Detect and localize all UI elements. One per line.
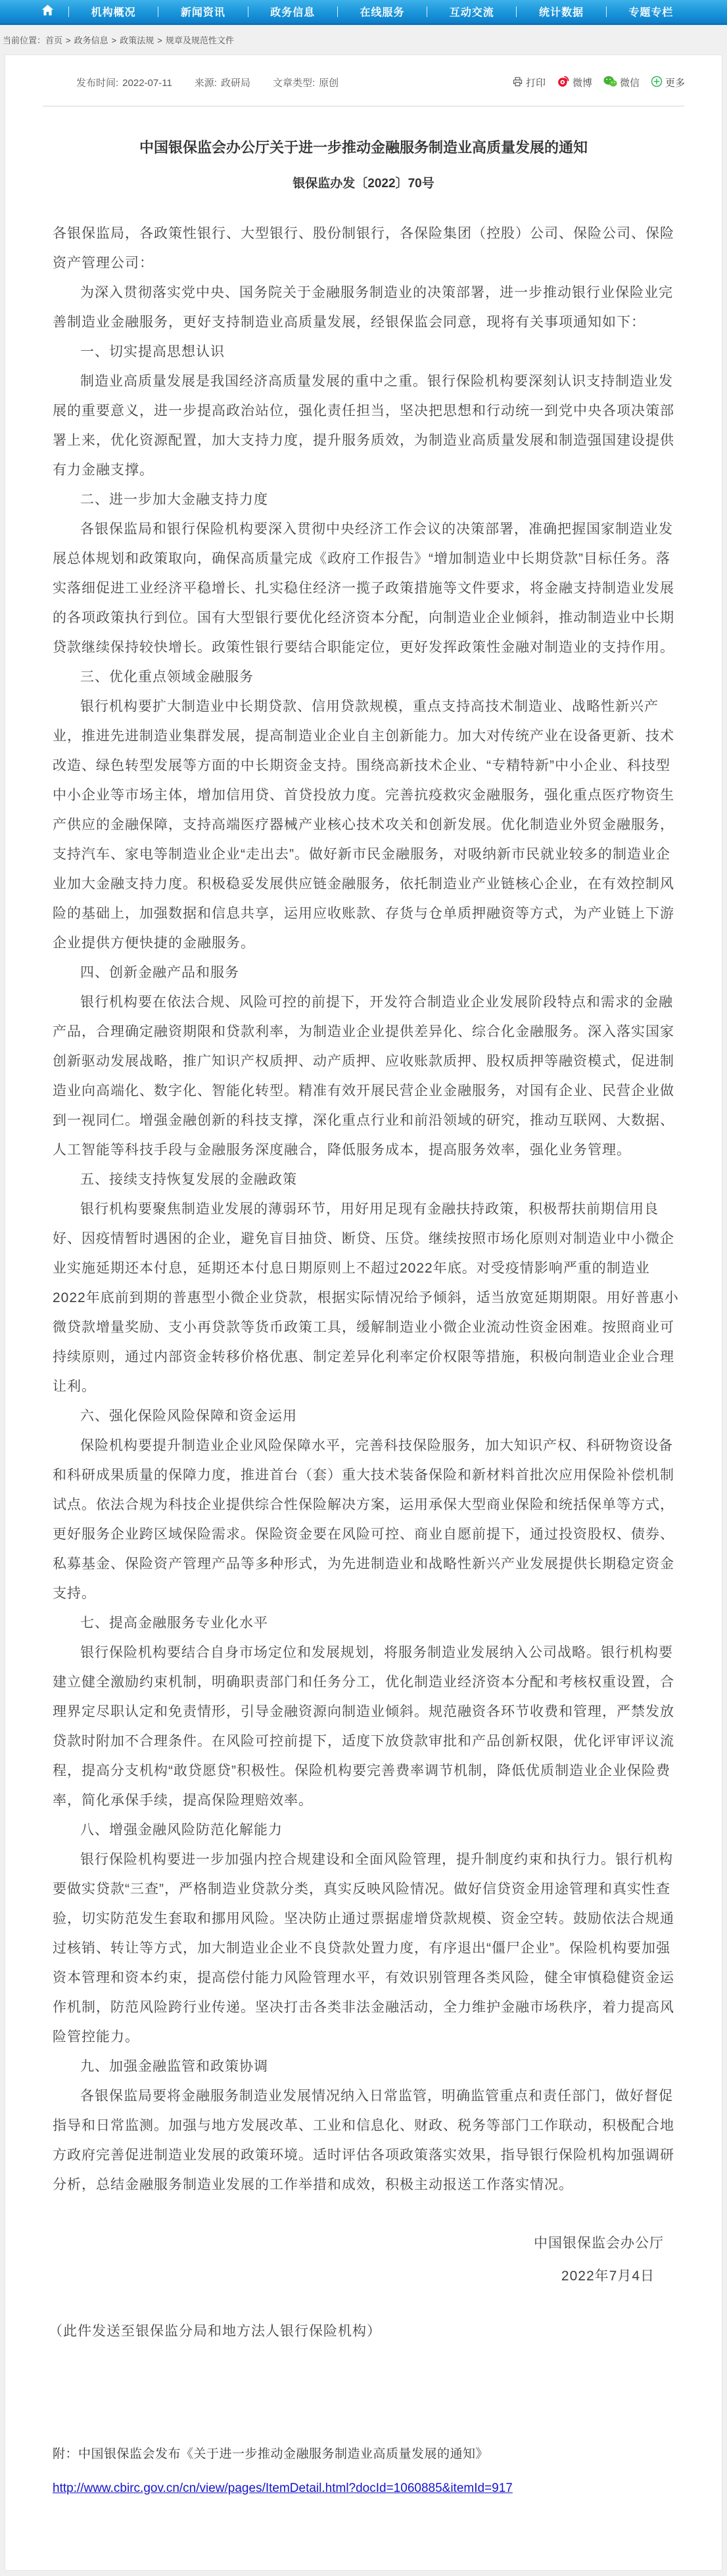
section-paragraph-9: 各银保监局要将金融服务制造业发展情况纳入日常监管，明确监管重点和责任部门，做好督促指导和日常监测。加强与地方发展改革、工业和信息化、财政、税务等部门工作联动，积极配合地方政府完善促进制造业发展的政策环境。适时评估各项政策落实效果，指导银行保险机构加强调研分析，总结金融服务制造业发展的工作举措和成效，积极主动报送工作落实情况。 (53, 2089, 674, 2192)
section-paragraph-5: 银行机构要聚焦制造业发展的薄弱环节，用好用足现有金融扶持政策，积极帮扶前期信用良好、因疫情暂时遇困的企业，避免盲目抽贷、断贷、压贷。继续按照市场化原则对制造业中小微企业实施延期还本付息，延期还本付息日期原则上不超过2022年底。对受疫情影响严重的制造业2022年底前到期的普惠型小微企业贷款，根据实际情况给予倾斜，适当放宽延期期限。用好普惠小微贷款增量奖励、支小再贷款等货币政策工具，缓解制造业小微企业流动性资金困难。按照商业可持续原则，通过内部资金转移价格优惠、制定差异化利率定价权限等措施，积极向制造业企业合理让利。 (53, 1202, 679, 1394)
source (195, 76, 250, 89)
section-heading-2: 二、进一步加大金融支持力度 (80, 492, 268, 507)
breadcrumb-label: 当前位置： (3, 35, 46, 45)
article-type-value: 原创 (319, 78, 339, 89)
section-heading-7: 七、提高金融服务专业化水平 (80, 1616, 268, 1631)
more-plus-icon (651, 76, 663, 90)
top-navigation (0, 0, 727, 25)
content-card (5, 55, 722, 2571)
signature-org: 中国银保监会办公厅 (534, 2236, 664, 2251)
document-body (53, 219, 680, 2200)
weibo-icon (557, 75, 570, 90)
section-heading-5: 五、接续支持恢复发展的金融政策 (80, 1172, 297, 1187)
article-type-label: 文章类型: (272, 78, 316, 89)
nav-item-2[interactable]: 新闻资讯 (180, 7, 225, 18)
publish-time-value: 2022-07-11 (122, 78, 172, 89)
section-paragraph-1: 制造业高质量发展是我国经济高质量发展的重中之重。银行保险机构要深刻认识支持制造业发展的重要意义，进一步提高政治站位，强化责任担当，坚决把思想和行动统一到党中央各项决策部署上来，优化资源配置，加大支持力度，提升服务质效，为制造业高质量发展和制造强国建设提供有力金融支撑。 (53, 374, 674, 478)
breadcrumb-items (45, 35, 234, 45)
publish-time (76, 76, 172, 89)
breadcrumb-link-1[interactable]: 首页 (45, 35, 63, 45)
print-label: 打印 (525, 78, 546, 89)
breadcrumb (0, 25, 727, 53)
section-heading-4: 四、创新金融产品和服务 (80, 965, 239, 980)
wechat-label: 微信 (619, 78, 640, 89)
section-paragraph-8: 银行保险机构要进一步加强内控合规建设和全面风险管理，提升制度约束和执行力。银行机构要做实贷款“三查”，严格制造业贷款分类，真实反映风险情况。做好信贷资金用途管理和真实性查验，切实防范发生套取和挪用风险。坚决防止通过票据虚增贷款规模、资金空转。鼓励依法合规通过核销、转让等方式，加大制造业企业不良贷款处置力度，有序退出“僵尸企业”。保险机构要加强资本管理和资本约束，提高偿付能力风险管理水平，有效识别管理各类风险，健全审慎稳健资金运作机制，防范风险跨行业传递。坚决打击各类非法金融活动，全力维护金融市场秩序，着力提高风险管控能力。 (53, 1852, 674, 2045)
signature-block (5, 2227, 664, 2293)
source-value: 政研局 (220, 78, 250, 89)
nav-item-3[interactable]: 政务信息 (270, 7, 316, 18)
section-heading-1: 一、切实提高思想认识 (80, 344, 225, 359)
document-number: 银保监办发〔2022〕70号 (293, 177, 434, 191)
section-heading-3: 三、优化重点领域金融服务 (80, 669, 254, 685)
wechat-share-button[interactable] (603, 76, 640, 90)
nav-item-7[interactable]: 专题专栏 (628, 7, 674, 18)
breadcrumb-link-4[interactable]: 规章及规范性文件 (165, 35, 234, 45)
nav-item-1[interactable]: 机构概况 (91, 7, 136, 18)
page-title: 中国银保监会办公厅关于进一步推动金融服务制造业高质量发展的通知 (139, 139, 588, 156)
section-heading-9: 九、加强金融监管和政策协调 (80, 2059, 268, 2074)
nav-item-4[interactable]: 在线服务 (360, 7, 405, 18)
document-sections (53, 337, 680, 2200)
weibo-label: 微博 (572, 78, 592, 89)
wechat-icon (603, 76, 617, 90)
attachment-link[interactable]: http://www.cbirc.gov.cn/cn/view/pages/ItemDetail.html?docId=1060885&itemId=917 (53, 2481, 513, 2495)
more-label: 更多 (665, 78, 685, 89)
intro-paragraph: 为深入贯彻落实党中央、国务院关于金融服务制造业的决策部署，进一步推动银行业保险业完善制造业金融服务，更好支持制造业高质量发展，经银保监会同意，现将有关事项通知如下： (53, 285, 673, 330)
breadcrumb-separator: > (157, 35, 162, 45)
section-paragraph-4: 银行机构要在依法合规、风险可控的前提下，开发符合制造业企业发展阶段特点和需求的金融产品，合理确定融资期限和贷款利率，为制造业企业提供差异化、综合化金融服务。深入落实国家创新驱动发展战略，推广知识产权质押、动产质押、应收账款质押、股权质押等融资模式，促进制造业向高端化、数字化、智能化转型。精准有效开展民营企业金融服务，对国有企业、民营企业做到一视同仁。增强金融创新的科技支撑，深化重点行业和前沿领域的研究，推动互联网、大数据、人工智能等科技手段与金融服务深度融合，降低服务成本，提高服务效率，强化业务管理。 (53, 995, 674, 1158)
section-heading-6: 六、强化保险风险保障和资金运用 (80, 1409, 297, 1424)
home-icon (41, 3, 55, 20)
print-button[interactable] (512, 76, 546, 89)
section-paragraph-3: 银行机构要扩大制造业中长期贷款、信用贷款规模，重点支持高技术制造业、战略性新兴产业，推进先进制造业集群发展，提高制造业企业自主创新能力。加大对传统产业在设备更新、技术改造、绿色转型发展等方面的中长期资金支持。围绕高新技术企业、“专精特新”中小企业、科技型中小企业等市场主体，增加信用贷、首贷投放力度。完善抗疫救灾金融服务，强化重点医疗物资生产供应的金融保障，支持高端医疗器械产业核心技术攻关和创新发展。优化制造业外贸金融服务，支持汽车、家电等制造业企业“走出去”。做好新市民金融服务，对吸纳新市民就业较多的制造业企业加大金融支持力度。积极稳妥发展供应链金融服务，依托制造业产业链核心企业，在有效控制风险的基础上，加强数据和信息共享，运用应收账款、存货与仓单质押融资等方式，为产业链上下游企业提供方便快捷的金融服务。 (53, 699, 674, 951)
article-type (273, 76, 339, 89)
breadcrumb-link-3[interactable]: 政策法规 (120, 35, 154, 45)
breadcrumb-link-2[interactable]: 政务信息 (74, 35, 108, 45)
distribution-note: （此件发送至银保监分局和地方法人银行保险机构） (49, 2324, 381, 2339)
publish-time-label: 发布时间: (76, 78, 119, 89)
weibo-share-button[interactable] (557, 75, 592, 90)
section-paragraph-7: 银行保险机构要结合自身市场定位和发展规划，将服务制造业发展纳入公司战略。银行机构要建立健全激励约束机制，明确职责部门和任务分工，优化制造业经济资本分配和考核权重设置，合理界定尽职认定和免责情形，引导金融资源向制造业倾斜。规范融资各环节收费和管理，严禁发放贷款时附加不合理条件。在风险可控前提下，适度下放贷款审批和产品创新权限，优化评审评议流程，提高分支机构“敢贷愿贷”积极性。保险机构要完善费率调节机制，降低优质制造业企业保险费率，简化承保手续，提高保险理赔效率。 (53, 1645, 674, 1808)
print-icon (512, 76, 523, 89)
section-paragraph-2: 各银保监局和银行保险机构要深入贯彻中央经济工作会议的决策部署，准确把握国家制造业发展总体规划和政策取向，确保高质量完成《政府工作报告》“增加制造业中长期贷款”目标任务。落实落细促进工业经济平稳增长、扎实稳住经济一揽子政策措施等文件要求，将金融支持制造业发展的各项政策执行到位。国有大型银行要优化经济资本分配，向制造业企业倾斜，推动制造业中长期贷款继续保持较快增长。政策性银行要结合职能定位，更好发挥政策性金融对制造业的支持作用。 (53, 522, 674, 655)
nav-item-5[interactable]: 互动交流 (449, 7, 494, 18)
meta-row (76, 75, 685, 90)
nav-item-6[interactable]: 统计数据 (539, 7, 584, 18)
salutation: 各银保监局，各政策性银行、大型银行、股份制银行，各保险集团（控股）公司、保险公司、保险资产管理公司： (53, 226, 674, 271)
breadcrumb-separator: > (66, 35, 71, 45)
share-toolbar (512, 75, 685, 90)
nav-items (68, 4, 695, 19)
section-heading-8: 八、增强金融风险防范化解能力 (80, 1822, 283, 1838)
signature-date: 2022年7月4日 (561, 2269, 655, 2284)
more-share-button[interactable] (651, 76, 685, 90)
section-paragraph-6: 保险机构要提升制造业企业风险保障水平，完善科技保险服务，加大知识产权、科研物资设备和科研成果质量的保障力度，推进首台（套）重大技术装备保险和新材料首批次应用保险补偿机制试点。依法合规为科技企业提供综合性保险解决方案，运用承保大型商业保险和统括保单等方式，更好服务企业跨区域保险需求。保险资金要在风险可控、商业自愿前提下，通过投资股权、债券、私募基金、保险资产管理产品等多种形式，为先进制造业和战略性新兴产业发展提供长期稳定资金支持。 (53, 1438, 674, 1601)
source-label: 来源: (194, 78, 217, 89)
home-button[interactable] (26, 3, 68, 20)
breadcrumb-separator: > (111, 35, 117, 45)
attachment-label: 附：中国银保监会发布《关于进一步推动金融服务制造业高质量发展的通知》 (53, 2447, 489, 2461)
